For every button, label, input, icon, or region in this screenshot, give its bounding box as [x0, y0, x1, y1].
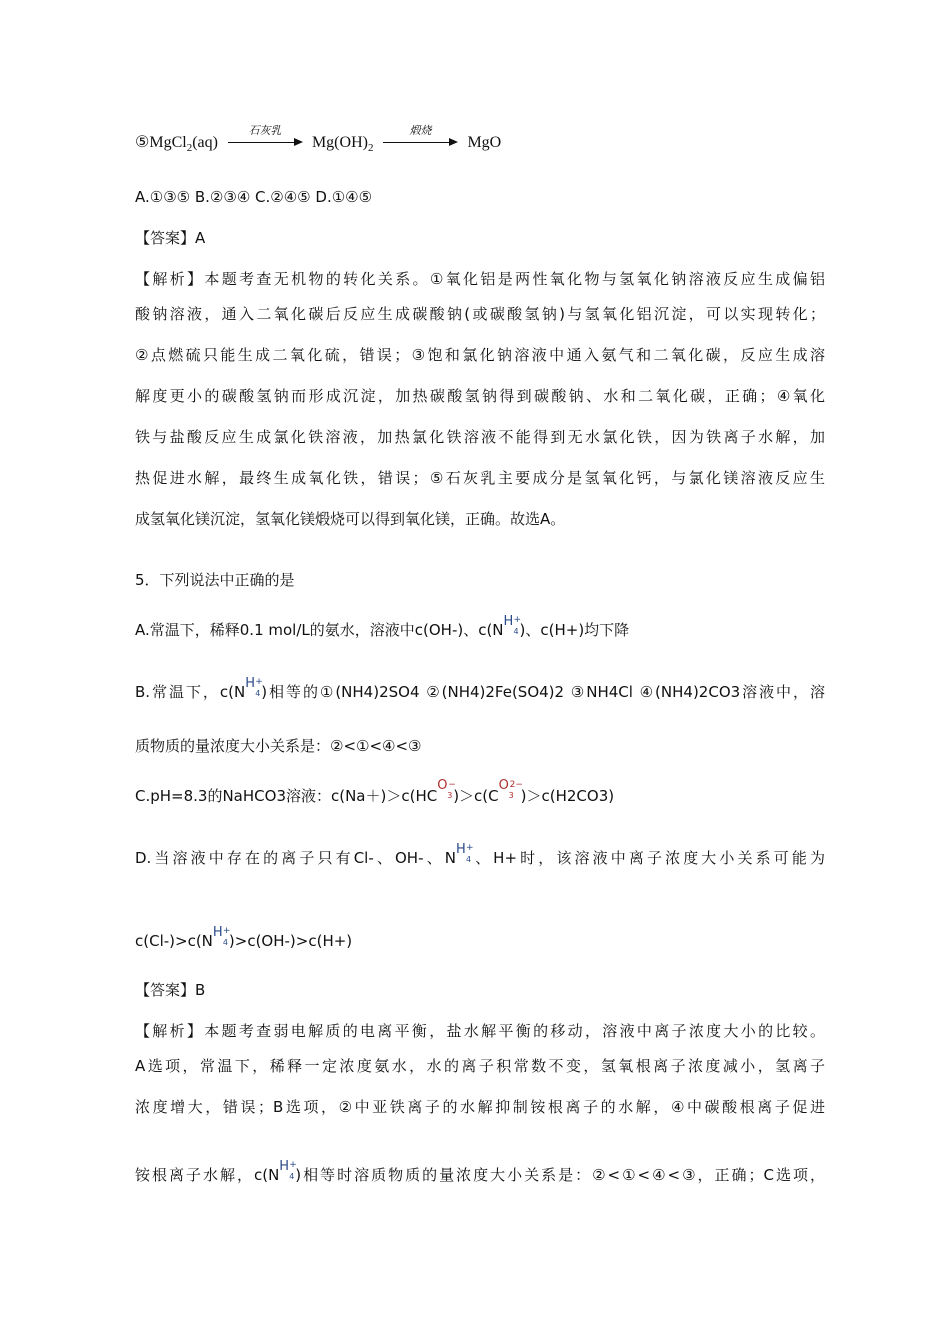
q5-analysis-line: A选项，常温下，稀释一定浓度氨水，水的离子积常数不变，氢氧根离子浓度减小，氢离子 [135, 1057, 825, 1075]
q5-option-b: B.常温下，c(N H + 4 )相等的①(NH4)2SO4 ②(NH4)2Fe(SO4)2 ③NH4Cl ④(NH4)2CO3溶液中，溶 [135, 676, 825, 701]
reaction-arrow-2: 煅烧 [381, 132, 459, 154]
q4-analysis-line: 热促进水解，最终生成氧化铁，错误；⑤石灰乳主要成分是氢氧化钙，与氯化镁溶液反应生 [135, 469, 825, 487]
q5-option-c: C.pH=8.3的NaHCO3溶液：c(Na＋)＞c(HC O − 3 )＞c(C O 2− 3 )＞c(H2CO3) [135, 778, 615, 805]
q5-option-d: D.当溶液中存在的离子只有Cl-、OH-、N H + 4 、H+时，该溶液中离子浓度大小关系可能为 [135, 842, 825, 867]
q4-analysis-line: 酸钠溶液，通入二氧化碳后反应生成碳酸钠(或碳酸氢钠)与氢氧化铝沉淀，可以实现转化； [135, 305, 825, 323]
q5-option-a: A.常温下，稀释0.1 mol/L的氨水，溶液中c(OH-)、c(N H + 4 )、c(H+)均下降 [135, 614, 630, 639]
ammonium-ion: H + 4 [455, 842, 474, 864]
q4-analysis-line: 解度更小的碳酸氢钠而形成沉淀，加热碳酸氢钠得到碳酸钠、水和二氧化碳，正确；④氧化 [135, 387, 825, 405]
reaction-number: ⑤ [135, 134, 150, 151]
ammonium-ion: H + 4 [503, 614, 522, 636]
product: MgO [467, 134, 502, 151]
q5-analysis-line: 浓度增大，错误；B选项，②中亚铁离子的水解抑制铵根离子的水解，④中碳酸根离子促进 [135, 1098, 825, 1116]
q4-analysis-line: 成氢氧化镁沉淀，氢氧化镁煅烧可以得到氧化镁，正确。故选A。 [135, 510, 566, 528]
q4-analysis-line: 铁与盐酸反应生成氯化铁溶液，加热氯化铁溶液不能得到无水氯化铁，因为铁离子水解，加 [135, 428, 825, 446]
reactant: MgCl [149, 134, 187, 151]
intermediate: Mg(OH) [311, 134, 368, 151]
bicarbonate-ion: O − 3 [437, 778, 456, 800]
q4-options: A.①③⑤ B.②③④ C.②④⑤ D.①④⑤ [135, 188, 373, 206]
q5-option-d-line2: c(Cl-)>c(N H + 4 )>c(OH-)>c(H+) [135, 925, 353, 950]
q5-answer: 【答案】B [135, 981, 206, 999]
ammonium-ion: H + 4 [279, 1159, 297, 1181]
q5-analysis-line: 【解析】本题考查弱电解质的电离平衡，盐水解平衡的移动，溶液中离子浓度大小的比较。 [135, 1022, 825, 1040]
q4-analysis-line: 【解析】本题考查无机物的转化关系。①氧化铝是两性氧化物与氢氧化钠溶液反应生成偏铝 [135, 270, 825, 288]
q5-analysis-line: 铵根离子水解，c(N H + 4 )相等时溶质物质的量浓度大小关系是：②<①<④<③，正确；C选项， [135, 1159, 825, 1184]
ammonium-ion: H + 4 [245, 676, 263, 698]
q4-analysis-line: ②点燃硫只能生成二氧化硫，错误；③饱和氯化钠溶液中通入氨气和二氧化碳，反应生成溶 [135, 346, 825, 364]
reaction-line: ⑤MgCl$_2$(aq) 石灰乳 $Mg(OH)_2$ 煅烧 MgO [135, 124, 502, 155]
reaction-arrow-1: 石灰乳 [226, 132, 304, 154]
q4-answer: 【答案】A [135, 229, 206, 247]
ammonium-ion: H + 4 [212, 925, 231, 947]
carbonate-ion: O 2− 3 [498, 778, 523, 800]
q5-option-b-line2: 质物质的量浓度大小关系是：②<①<④<③ [135, 737, 422, 755]
q5-stem: 5．下列说法中正确的是 [135, 571, 295, 589]
